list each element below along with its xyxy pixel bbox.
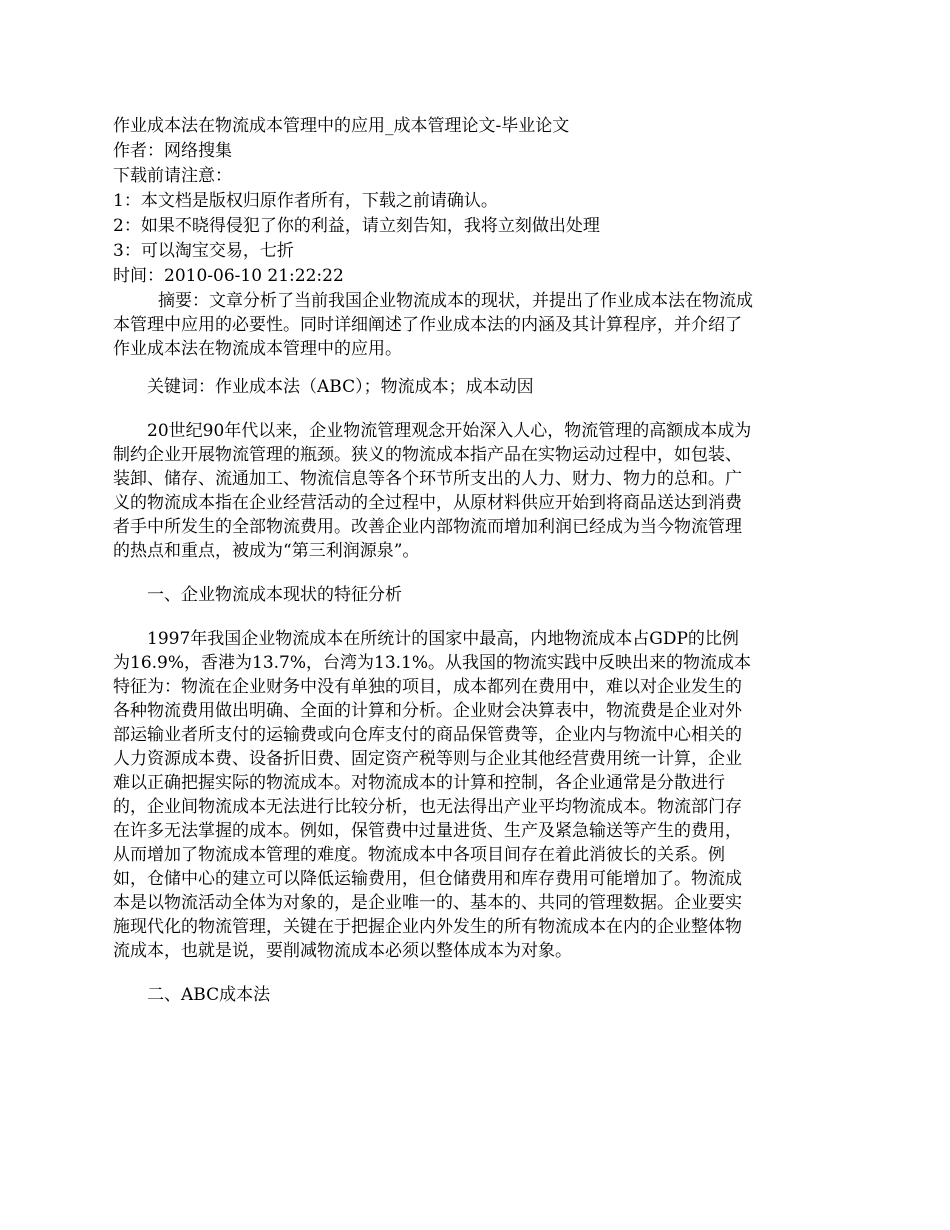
section-heading: 一、企业物流成本现状的特征分析	[147, 585, 402, 605]
notice-item: 1：本文档是版权归原作者所有，下载之前请确认。	[113, 191, 498, 211]
notice-item: 2：如果不晓得侵犯了你的利益，请立刻告知，我将立刻做出处理	[113, 216, 600, 236]
time-line: 时间：2010-06-10 21:22:22	[113, 266, 344, 286]
keywords-line: 关键词：作业成本法（ABC）；物流成本；成本动因	[147, 377, 534, 397]
author-line: 作者：网络搜集	[113, 141, 232, 161]
abstract-paragraph: 摘要：文章分析了当前我国企业物流成本的现状，并提出了作业成本法在物流成本管理中应用的必要性。同时详细阐述了作业成本法的内涵及其计算程序，并介绍了作业成本法在物流成本管理中的应用。	[113, 291, 753, 359]
document-title: 作业成本法在物流成本管理中的应用_成本管理论文-毕业论文	[113, 116, 570, 136]
intro-paragraph: 20世纪90年代以来，企业物流管理观念开始深入人心，物流管理的高额成本成为制约企业开展物流管理的瓶颈。狭义的物流成本指产品在实物运动过程中，如包装、装卸、储存、流通加工、物流信息等各个环节所支出的人力、财力、物力的总和。广义的物流成本指在企业经营活动的全过程中，从原材料供应开始到将商品送达到消费者手中所发生的全部物流费用。改善企业内部物流而增加利润已经成为当今物流管理的热点和重点，被成为“第三利润源泉”。	[113, 421, 752, 561]
section-heading: 二、ABC成本法	[147, 985, 271, 1005]
section1-paragraph: 1997年我国企业物流成本在所统计的国家中最高，内地物流成本占GDP的比例为16.9%，香港为13.7%，台湾为13.1%。从我国的物流实践中反映出来的物流成本特征为：物流在企业财务中没有单独的项目，成本都列在费用中，难以对企业发生的各种物流费用做出明确、全面的计算和分析。企业财会决算表中，物流费是企业对外部运输业者所支付的运输费或向仓库支付的商品保管费等，企业内与物流中心相关的人力资源成本费、设备折旧费、固定资产税等则与企业其他经营费用统一计算，企业难以正确把握实际的物流成本。对物流成本的计算和控制，各企业通常是分散进行的，企业间物流成本无法进行比较分析，也无法得出产业平均物流成本。物流部门存在许多无法掌握的成本。例如，保管费中过量进货、生产及紧急输送等产生的费用，从而增加了物流成本管理的难度。物流成本中各项目间存在着此消彼长的关系。例如，仓储中心的建立可以降低运输费用，但仓储费用和库存费用可能增加了。物流成本是以物流活动全体为对象的，是企业唯一的、基本的、共同的管理数据。企业要实施现代化的物流管理，关键在于把握企业内外发生的所有物流成本在内的企业整体物流成本，也就是说，要削减物流成本必须以整体成本为对象。	[113, 629, 752, 961]
notice-header: 下载前请注意：	[113, 166, 232, 186]
document-page	[113, 113, 753, 1007]
notice-item: 3：可以淘宝交易，七折	[113, 241, 294, 261]
